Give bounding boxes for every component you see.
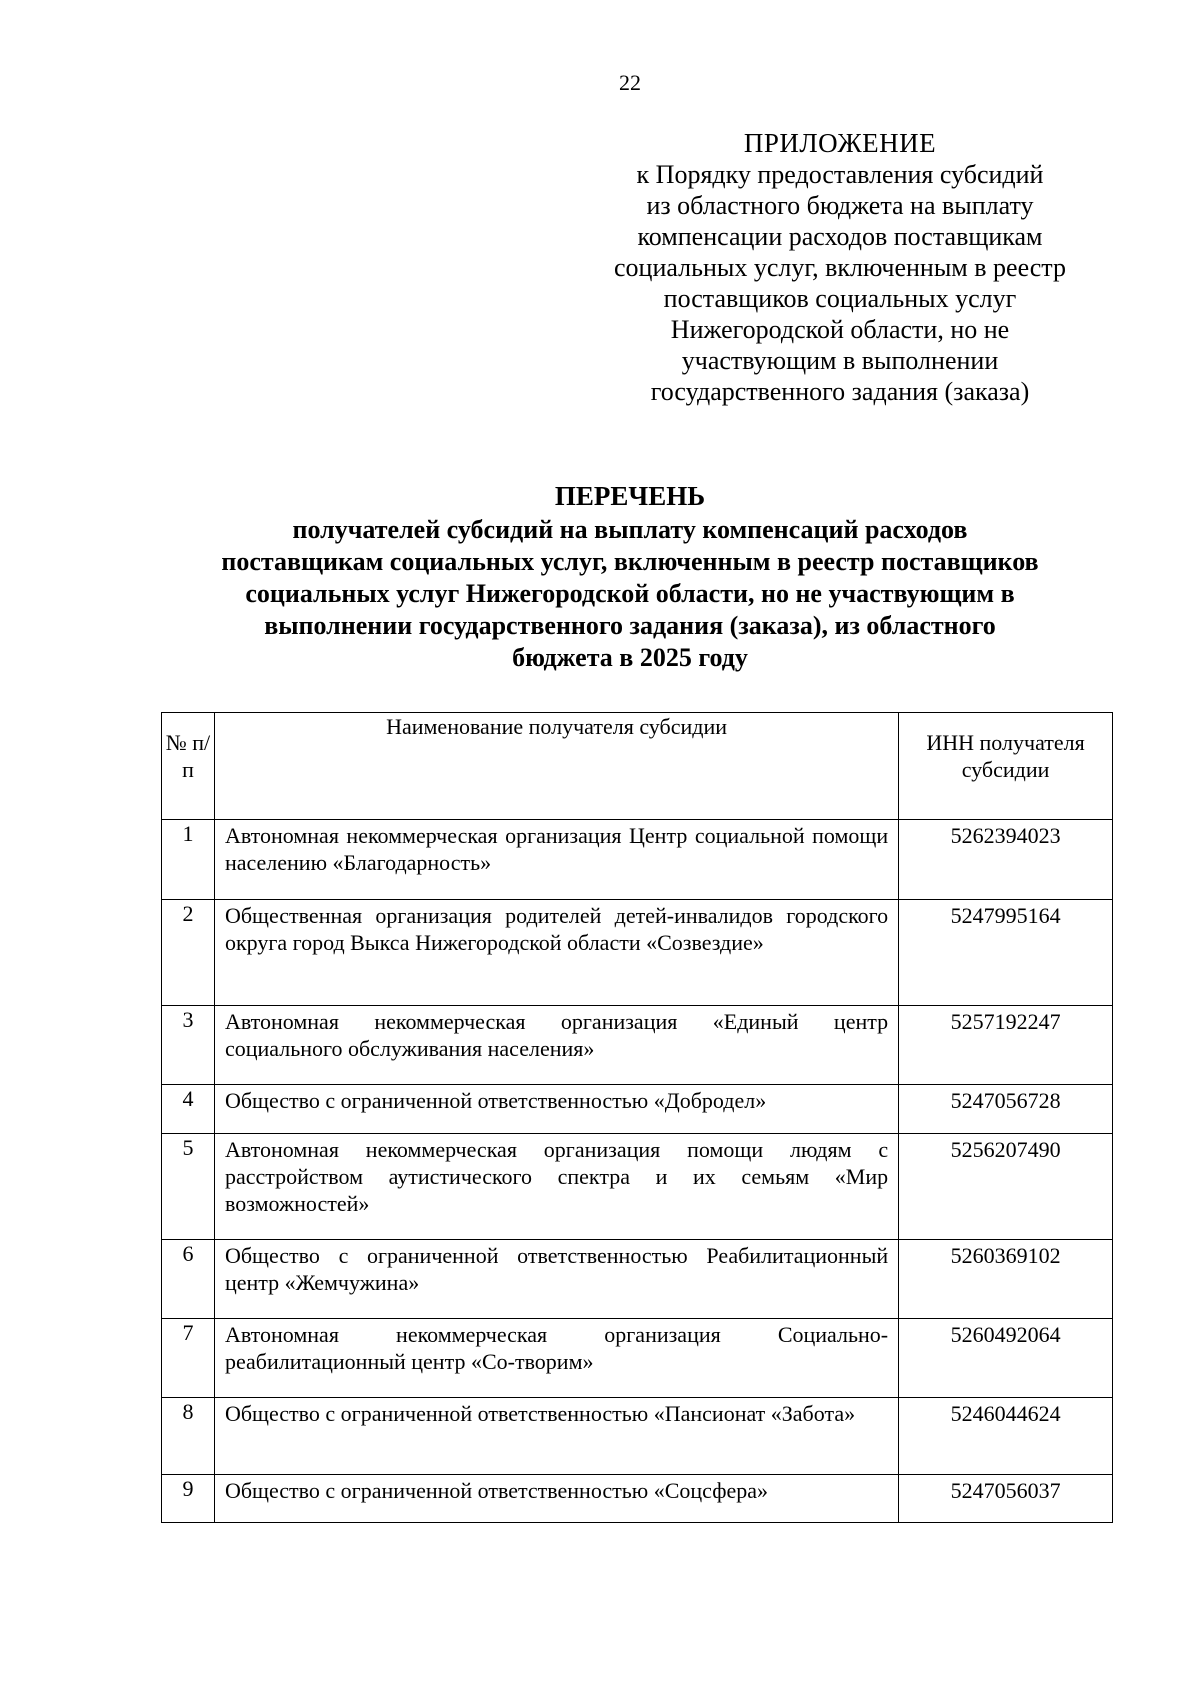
appendix-title: ПРИЛОЖЕНИЕ	[743, 128, 937, 158]
appendix-line: компенсации расходов поставщикам	[637, 222, 1043, 251]
row-num: 2	[162, 900, 215, 1006]
row-name: Общество с ограниченной ответственностью «Соцсфера»	[214, 1475, 898, 1523]
table-row	[162, 1085, 1113, 1134]
row-name: Общество с ограниченной ответственностью «Пансионат «Забота»	[214, 1398, 898, 1475]
heading-title: ПЕРЕЧЕНЬ	[554, 481, 706, 511]
row-name: Общество с ограниченной ответственностью Реабилитационный центр «Жемчужина»	[214, 1240, 898, 1319]
row-num: 4	[162, 1085, 215, 1134]
appendix-line: государственного задания (заказа)	[650, 377, 1030, 406]
recipients-table	[161, 712, 1113, 1523]
table-row	[162, 1398, 1113, 1475]
page-number: 22	[619, 70, 641, 95]
table-row	[162, 1475, 1113, 1523]
table-row	[162, 1134, 1113, 1240]
row-name: Общество с ограниченной ответственностью «Добродел»	[214, 1085, 898, 1134]
appendix-block	[570, 128, 1110, 407]
row-name: Автономная некоммерческая организация «Единый центр социального обслуживания населения»	[214, 1006, 898, 1085]
heading-line: социальных услуг Нижегородской области, но не участвующим в	[245, 579, 1015, 608]
table-row	[162, 820, 1113, 900]
document-heading	[160, 480, 1100, 674]
row-num: 5	[162, 1134, 215, 1240]
appendix-line: поставщиков социальных услуг	[663, 284, 1017, 313]
header-inn: ИНН получателя субсидии	[899, 713, 1113, 820]
appendix-line: из областного бюджета на выплату	[646, 191, 1034, 220]
row-num: 6	[162, 1240, 215, 1319]
heading-line: выполнении государственного задания (заказа), из областного	[264, 611, 996, 640]
row-inn: 5247995164	[899, 900, 1113, 1006]
appendix-line: участвующим в выполнении	[681, 346, 999, 375]
table-row	[162, 1006, 1113, 1085]
appendix-line: Нижегородской области, но не	[670, 315, 1010, 344]
table-row	[162, 1240, 1113, 1319]
row-num: 9	[162, 1475, 215, 1523]
appendix-line: социальных услуг, включенным в реестр	[613, 253, 1066, 282]
row-inn: 5246044624	[899, 1398, 1113, 1475]
row-inn: 5262394023	[899, 820, 1113, 900]
row-name: Автономная некоммерческая организация помощи людям с расстройством аутистического спектра и их семьям «Мир возможностей»	[214, 1134, 898, 1240]
row-num: 3	[162, 1006, 215, 1085]
row-inn: 5247056728	[899, 1085, 1113, 1134]
table-row	[162, 900, 1113, 1006]
row-name: Автономная некоммерческая организация Центр социальной помощи населению «Благодарность»	[214, 820, 898, 900]
row-inn: 5256207490	[899, 1134, 1113, 1240]
table-row	[162, 1319, 1113, 1398]
row-num: 8	[162, 1398, 215, 1475]
row-name: Общественная организация родителей детей-инвалидов городского округа город Выкса Нижегородской области «Созвездие»	[214, 900, 898, 1006]
heading-line: поставщикам социальных услуг, включенным в реестр поставщиков	[221, 547, 1039, 576]
row-num: 7	[162, 1319, 215, 1398]
row-inn: 5260492064	[899, 1319, 1113, 1398]
header-num: № п/п	[162, 713, 215, 820]
heading-line: получателей субсидий на выплату компенсаций расходов	[292, 515, 968, 544]
header-name: Наименование получателя субсидии	[214, 713, 898, 820]
row-inn: 5257192247	[899, 1006, 1113, 1085]
row-inn: 5247056037	[899, 1475, 1113, 1523]
row-num: 1	[162, 820, 215, 900]
row-inn: 5260369102	[899, 1240, 1113, 1319]
row-name: Автономная некоммерческая организация Социально-реабилитационный центр «Со-творим»	[214, 1319, 898, 1398]
table-header-row	[162, 713, 1113, 820]
appendix-line: к Порядку предоставления субсидий	[636, 160, 1044, 189]
heading-line: бюджета в 2025 году	[512, 643, 748, 672]
